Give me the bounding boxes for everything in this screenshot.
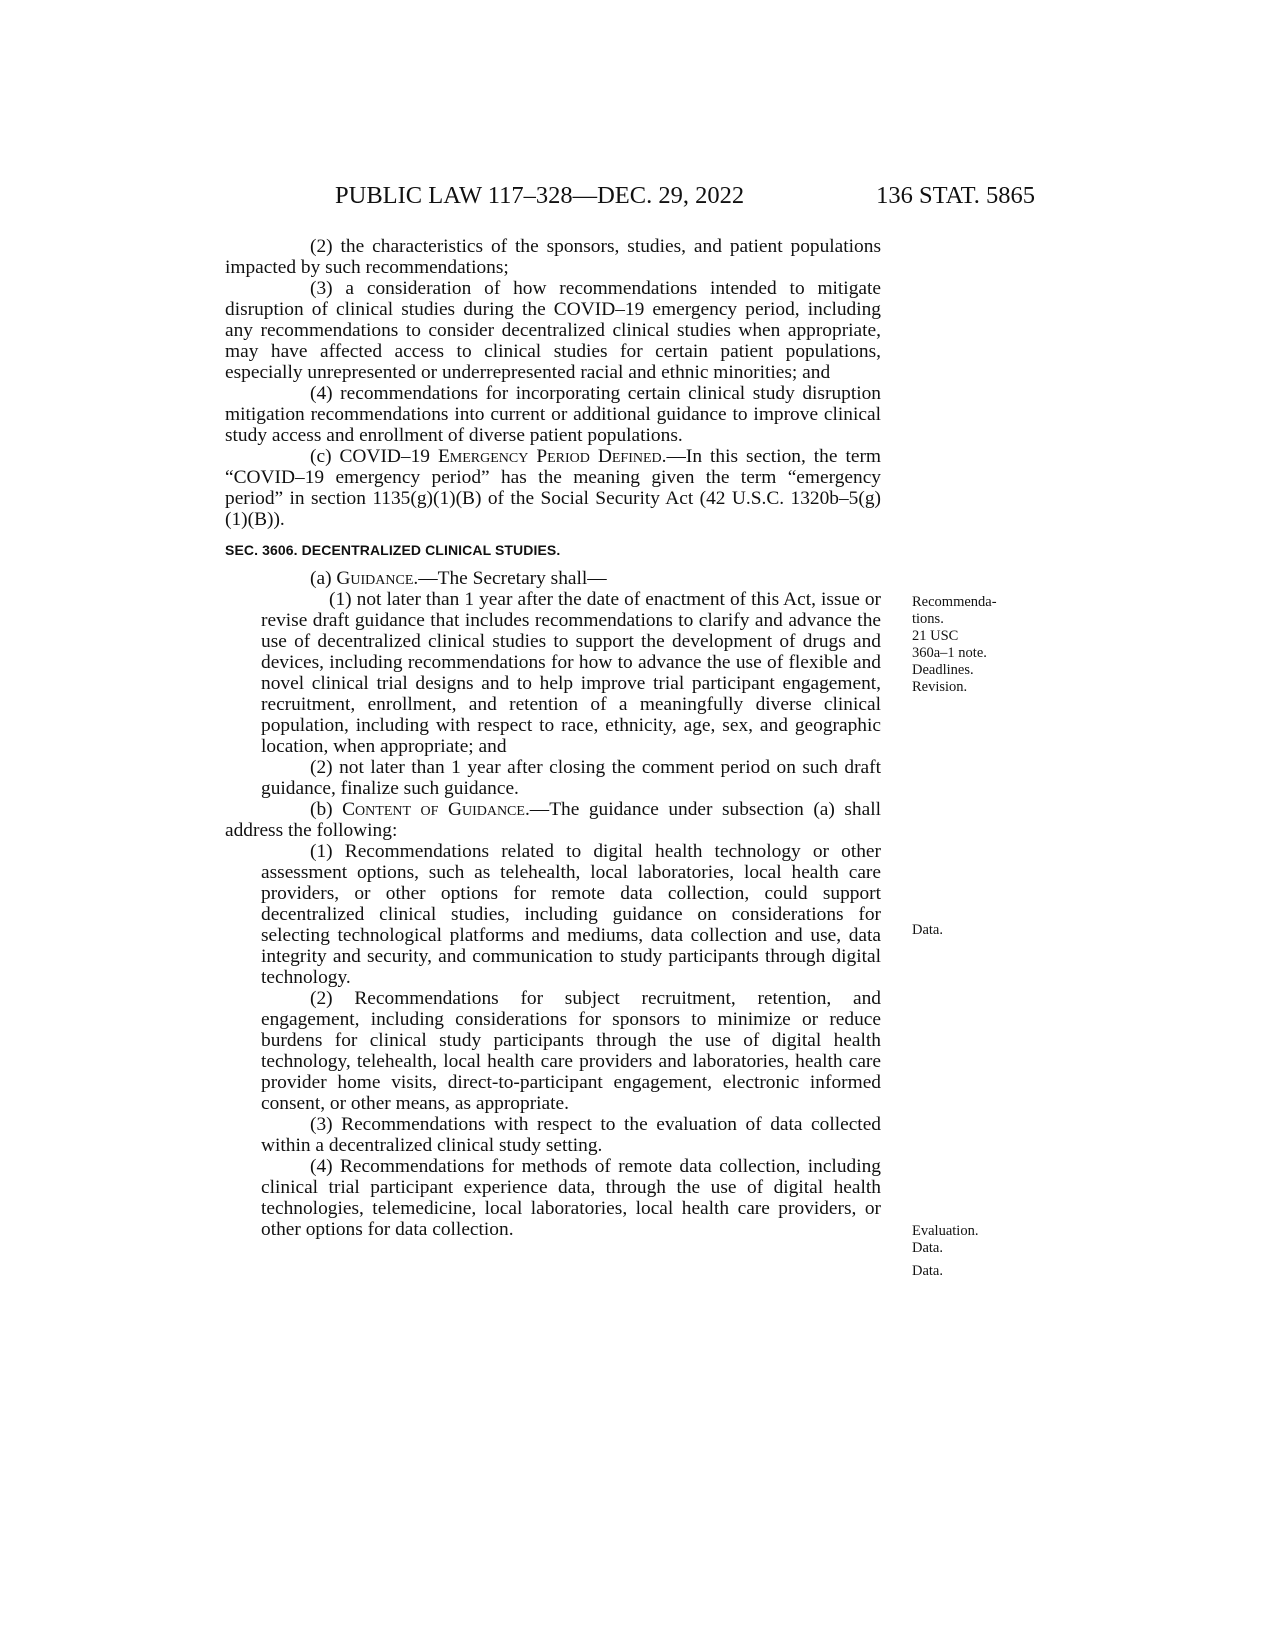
margin-note-line: Revision. — [912, 679, 968, 695]
paragraph-b2: (2) the characteristics of the sponsors, studies, and patient populations impacted by such recommendations; — [225, 236, 881, 278]
paragraph-sb2: (2) Recommendations for subject recruitment, retention, and engagement, including considerations for sponsors to minimize or reduce burdens for clinical study participants through the use of digital health technology, telehealth, local health care providers and laboratories, health care provider home visits, direct-to-participant engagement, electronic informed consent, or other means, as appropriate. — [261, 988, 881, 1114]
header-title: PUBLIC LAW 117–328—DEC. 29, 2022 — [335, 182, 745, 209]
margin-note-line: 21 USC — [912, 628, 959, 644]
margin-note-data-1: Data. — [912, 922, 943, 938]
a-text: —The Secretary shall— — [418, 568, 607, 589]
c-heading: COVID–19 Emergency Period Defined. — [339, 446, 667, 467]
header-page-number: 136 STAT. 5865 — [876, 182, 1035, 209]
paragraph-b3: (3) a consideration of how recommendations intended to mitigate disruption of clinical studies during the COVID–19 emergency period, including any recommendations to consider decentralized clinical studies when appropriate, may have affected access to clinical studies for certain patient populations, especially unrepresented or underrepresented racial and ethnic minorities; and — [225, 278, 881, 383]
paragraph-a1: (1) not later than 1 year after the date of enactment of this Act, issue or revise draft guidance that includes recommendations to clarify and advance the use of decentralized clinical studies to support the development of drugs and devices, including recommendations for how to advance the use of flexible and novel clinical trial designs and to help improve trial participant engagement, recruitment, enrollment, and retention of a meaningfully diverse clinical population, including with respect to race, ethnicity, age, sex, and geographic location, when appropriate; and — [261, 589, 881, 757]
paragraph-sb4: (4) Recommendations for methods of remote data collection, including clinical trial participant experience data, through the use of digital health technologies, telemedicine, local laboratories, local health care providers, or other options for data collection. — [261, 1156, 881, 1240]
paragraph-sb1: (1) Recommendations related to digital health technology or other assessment options, such as telehealth, local laboratories, local health care providers, or other options for remote data collection, could support decentralized clinical studies, including guidance on considerations for selecting technological platforms and mediums, data collection and use, data integrity and security, and communication to study participants through digital technology. — [261, 841, 881, 988]
a-lead: (a) — [310, 568, 337, 589]
c-text: —In this section, the term “COVID–19 emergency period” has the meaning given the term “emergency period” in section 1135(g)(1)(B) of the Social Security Act (42 U.S.C. 1320b–5(g)(1)(B)). — [225, 446, 881, 530]
sb-lead: (b) — [310, 799, 343, 820]
margin-note-line: Data. — [912, 1240, 943, 1256]
margin-note-line: tions. — [912, 611, 944, 627]
paragraph-a2: (2) not later than 1 year after closing the comment period on such draft guidance, finalize such guidance. — [261, 757, 881, 799]
paragraph-c-definition — [225, 446, 881, 530]
margin-note-recommendations — [912, 594, 997, 696]
margin-note-line: Evaluation. — [912, 1223, 979, 1239]
paragraph-a — [225, 568, 881, 589]
page-header — [335, 182, 1035, 212]
sb-text: —The guidance under subsection (a) shall address the following: — [225, 799, 881, 841]
margin-note-line: Recommenda- — [912, 594, 997, 610]
margin-note-line: 360a–1 note. — [912, 645, 987, 661]
paragraph-sb3: (3) Recommendations with respect to the evaluation of data collected within a decentralized clinical study setting. — [261, 1114, 881, 1156]
section-heading: SEC. 3606. DECENTRALIZED CLINICAL STUDIES. — [225, 542, 561, 558]
document-body — [225, 236, 881, 1240]
paragraph-sb — [225, 799, 881, 841]
a-heading: Guidance. — [336, 568, 419, 589]
c-lead: (c) — [310, 446, 340, 467]
margin-note-line: Deadlines. — [912, 662, 974, 678]
margin-note-evaluation — [912, 1223, 978, 1257]
sb-heading: Content of Guidance. — [342, 799, 530, 820]
margin-note-data-2: Data. — [912, 1263, 943, 1279]
paragraph-b4: (4) recommendations for incorporating certain clinical study disruption mitigation recommendations into current or additional guidance to improve clinical study access and enrollment of diverse patient populations. — [225, 383, 881, 446]
